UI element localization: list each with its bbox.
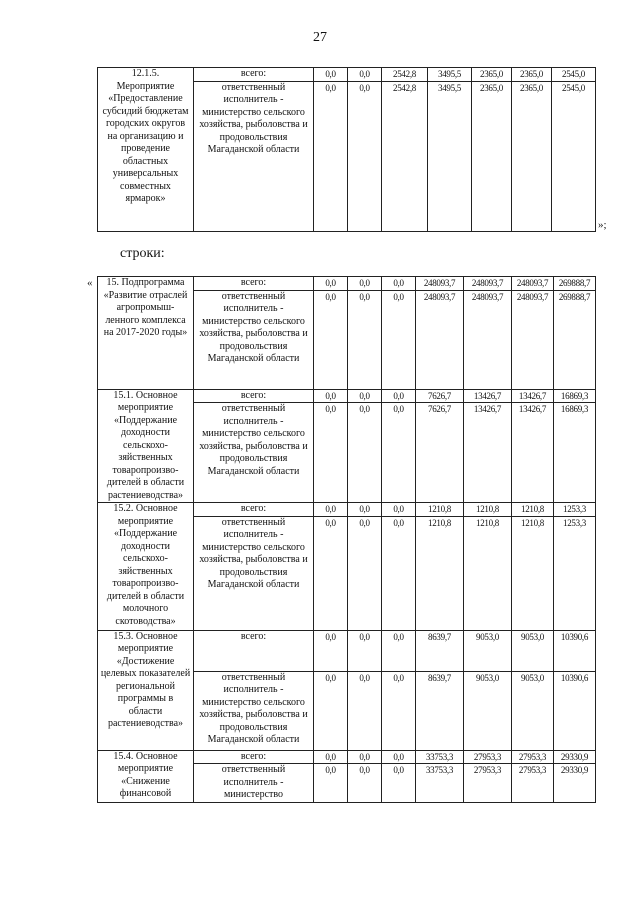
responsible-value: 2545,0 xyxy=(552,81,596,231)
responsible-value: 248093,7 xyxy=(464,290,512,389)
responsible-value: 7626,7 xyxy=(416,403,464,503)
total-value: 13426,7 xyxy=(512,389,554,403)
total-value: 1210,8 xyxy=(464,503,512,517)
row-name: 12.1.5. Мероприятие «Предоставление субсидий бюджетам городских округов на организацию и проведение областных универсальных совместных ярмарок» xyxy=(98,68,194,232)
responsible-value: 2365,0 xyxy=(512,81,552,231)
total-value: 0,0 xyxy=(348,68,382,82)
total-label: всего: xyxy=(194,389,314,403)
responsible-value: 3495,5 xyxy=(428,81,472,231)
budget-table-top xyxy=(97,67,596,232)
total-value: 0,0 xyxy=(314,630,348,671)
total-value: 0,0 xyxy=(382,630,416,671)
total-value: 248093,7 xyxy=(464,277,512,291)
responsible-value: 0,0 xyxy=(348,403,382,503)
responsible-value: 16869,3 xyxy=(554,403,596,503)
responsible-value: 9053,0 xyxy=(464,671,512,750)
responsible-value: 0,0 xyxy=(348,81,382,231)
row-name: 15.4. Основное мероприятие «Снижение финансовой xyxy=(98,750,194,802)
responsible-value: 0,0 xyxy=(382,403,416,503)
total-value: 3495,5 xyxy=(428,68,472,82)
total-value: 0,0 xyxy=(314,389,348,403)
responsible-value: 0,0 xyxy=(348,290,382,389)
responsible-value: 248093,7 xyxy=(416,290,464,389)
total-value: 0,0 xyxy=(382,503,416,517)
budget-table-main xyxy=(97,276,596,803)
responsible-value: 0,0 xyxy=(348,671,382,750)
total-value: 0,0 xyxy=(382,750,416,764)
total-value: 9053,0 xyxy=(512,630,554,671)
total-value: 27953,3 xyxy=(464,750,512,764)
total-value: 2365,0 xyxy=(512,68,552,82)
total-label: всего: xyxy=(194,68,314,82)
total-label: всего: xyxy=(194,750,314,764)
responsible-value: 0,0 xyxy=(314,671,348,750)
closing-quote: »; xyxy=(598,219,607,231)
total-value: 1210,8 xyxy=(512,503,554,517)
responsible-value: 29330,9 xyxy=(554,764,596,803)
total-value: 0,0 xyxy=(348,750,382,764)
responsible-value: 0,0 xyxy=(382,290,416,389)
total-value: 1253,3 xyxy=(554,503,596,517)
responsible-value: 0,0 xyxy=(382,516,416,630)
total-value: 2545,0 xyxy=(552,68,596,82)
page-number: 27 xyxy=(313,30,327,45)
total-value: 0,0 xyxy=(314,68,348,82)
table-row xyxy=(98,630,596,671)
responsible-value: 10390,6 xyxy=(554,671,596,750)
total-value: 29330,9 xyxy=(554,750,596,764)
table-row xyxy=(98,277,596,291)
responsible-value: 27953,3 xyxy=(464,764,512,803)
responsible-value: 0,0 xyxy=(382,671,416,750)
responsible-value: 33753,3 xyxy=(416,764,464,803)
total-value: 248093,7 xyxy=(512,277,554,291)
total-value: 269888,7 xyxy=(554,277,596,291)
total-label: всего: xyxy=(194,277,314,291)
total-value: 2365,0 xyxy=(472,68,512,82)
responsible-value: 0,0 xyxy=(314,290,348,389)
total-value: 0,0 xyxy=(314,503,348,517)
row-name: 15.3. Основное мероприятие «Достижение целевых показателей региональной программы в области растениеводства» xyxy=(98,630,194,750)
row-name: 15.1. Основное мероприятие «Поддержание доходности сельскохо-зяйственных товаропроизво-дителей в области растениеводства» xyxy=(98,389,194,503)
responsible-value: 0,0 xyxy=(348,516,382,630)
responsible-label: ответственный исполнитель - министерство сельского хозяйства, рыболовства и продовольствия Магаданской области xyxy=(194,403,314,503)
total-value: 2542,8 xyxy=(382,68,428,82)
responsible-value: 0,0 xyxy=(314,81,348,231)
total-value: 0,0 xyxy=(348,503,382,517)
responsible-value: 248093,7 xyxy=(512,290,554,389)
total-value: 1210,8 xyxy=(416,503,464,517)
total-value: 8639,7 xyxy=(416,630,464,671)
responsible-value: 0,0 xyxy=(314,764,348,803)
responsible-value: 1210,8 xyxy=(512,516,554,630)
total-value: 16869,3 xyxy=(554,389,596,403)
responsible-value: 13426,7 xyxy=(512,403,554,503)
responsible-value: 13426,7 xyxy=(464,403,512,503)
total-value: 27953,3 xyxy=(512,750,554,764)
row-name: 15.2. Основное мероприятие «Поддержание доходности сельскохо-зяйственных товаропроизво-дителей в области молочного скотоводства» xyxy=(98,503,194,631)
responsible-value: 9053,0 xyxy=(512,671,554,750)
total-value: 0,0 xyxy=(348,277,382,291)
responsible-value: 1253,3 xyxy=(554,516,596,630)
table-row xyxy=(98,68,596,82)
table-row xyxy=(98,750,596,764)
opening-quote: « xyxy=(87,277,93,289)
responsible-value: 8639,7 xyxy=(416,671,464,750)
total-value: 0,0 xyxy=(382,277,416,291)
responsible-label: ответственный исполнитель - министерство xyxy=(194,764,314,803)
responsible-label: ответственный исполнитель - министерство сельского хозяйства, рыболовства и продовольствия Магаданской области xyxy=(194,81,314,231)
table-row xyxy=(98,503,596,517)
total-label: всего: xyxy=(194,630,314,671)
responsible-value: 1210,8 xyxy=(416,516,464,630)
responsible-value: 2542,8 xyxy=(382,81,428,231)
total-value: 0,0 xyxy=(348,630,382,671)
total-value: 248093,7 xyxy=(416,277,464,291)
total-value: 0,0 xyxy=(382,389,416,403)
total-value: 13426,7 xyxy=(464,389,512,403)
responsible-value: 269888,7 xyxy=(554,290,596,389)
section-word: строки: xyxy=(120,246,165,261)
total-value: 10390,6 xyxy=(554,630,596,671)
total-label: всего: xyxy=(194,503,314,517)
total-value: 0,0 xyxy=(348,389,382,403)
responsible-value: 2365,0 xyxy=(472,81,512,231)
responsible-value: 0,0 xyxy=(314,403,348,503)
responsible-value: 0,0 xyxy=(314,516,348,630)
total-value: 7626,7 xyxy=(416,389,464,403)
total-value: 33753,3 xyxy=(416,750,464,764)
responsible-value: 27953,3 xyxy=(512,764,554,803)
row-name: 15. Подпрограмма «Развитие отраслей агропромыш-ленного комплекса на 2017-2020 годы» xyxy=(98,277,194,390)
total-value: 0,0 xyxy=(314,277,348,291)
responsible-label: ответственный исполнитель - министерство сельского хозяйства, рыболовства и продовольствия Магаданской области xyxy=(194,290,314,389)
responsible-label: ответственный исполнитель - министерство сельского хозяйства, рыболовства и продовольствия Магаданской области xyxy=(194,516,314,630)
responsible-label: ответственный исполнитель - министерство сельского хозяйства, рыболовства и продовольствия Магаданской области xyxy=(194,671,314,750)
table-row xyxy=(98,389,596,403)
total-value: 0,0 xyxy=(314,750,348,764)
total-value: 9053,0 xyxy=(464,630,512,671)
responsible-value: 0,0 xyxy=(382,764,416,803)
responsible-value: 0,0 xyxy=(348,764,382,803)
responsible-value: 1210,8 xyxy=(464,516,512,630)
